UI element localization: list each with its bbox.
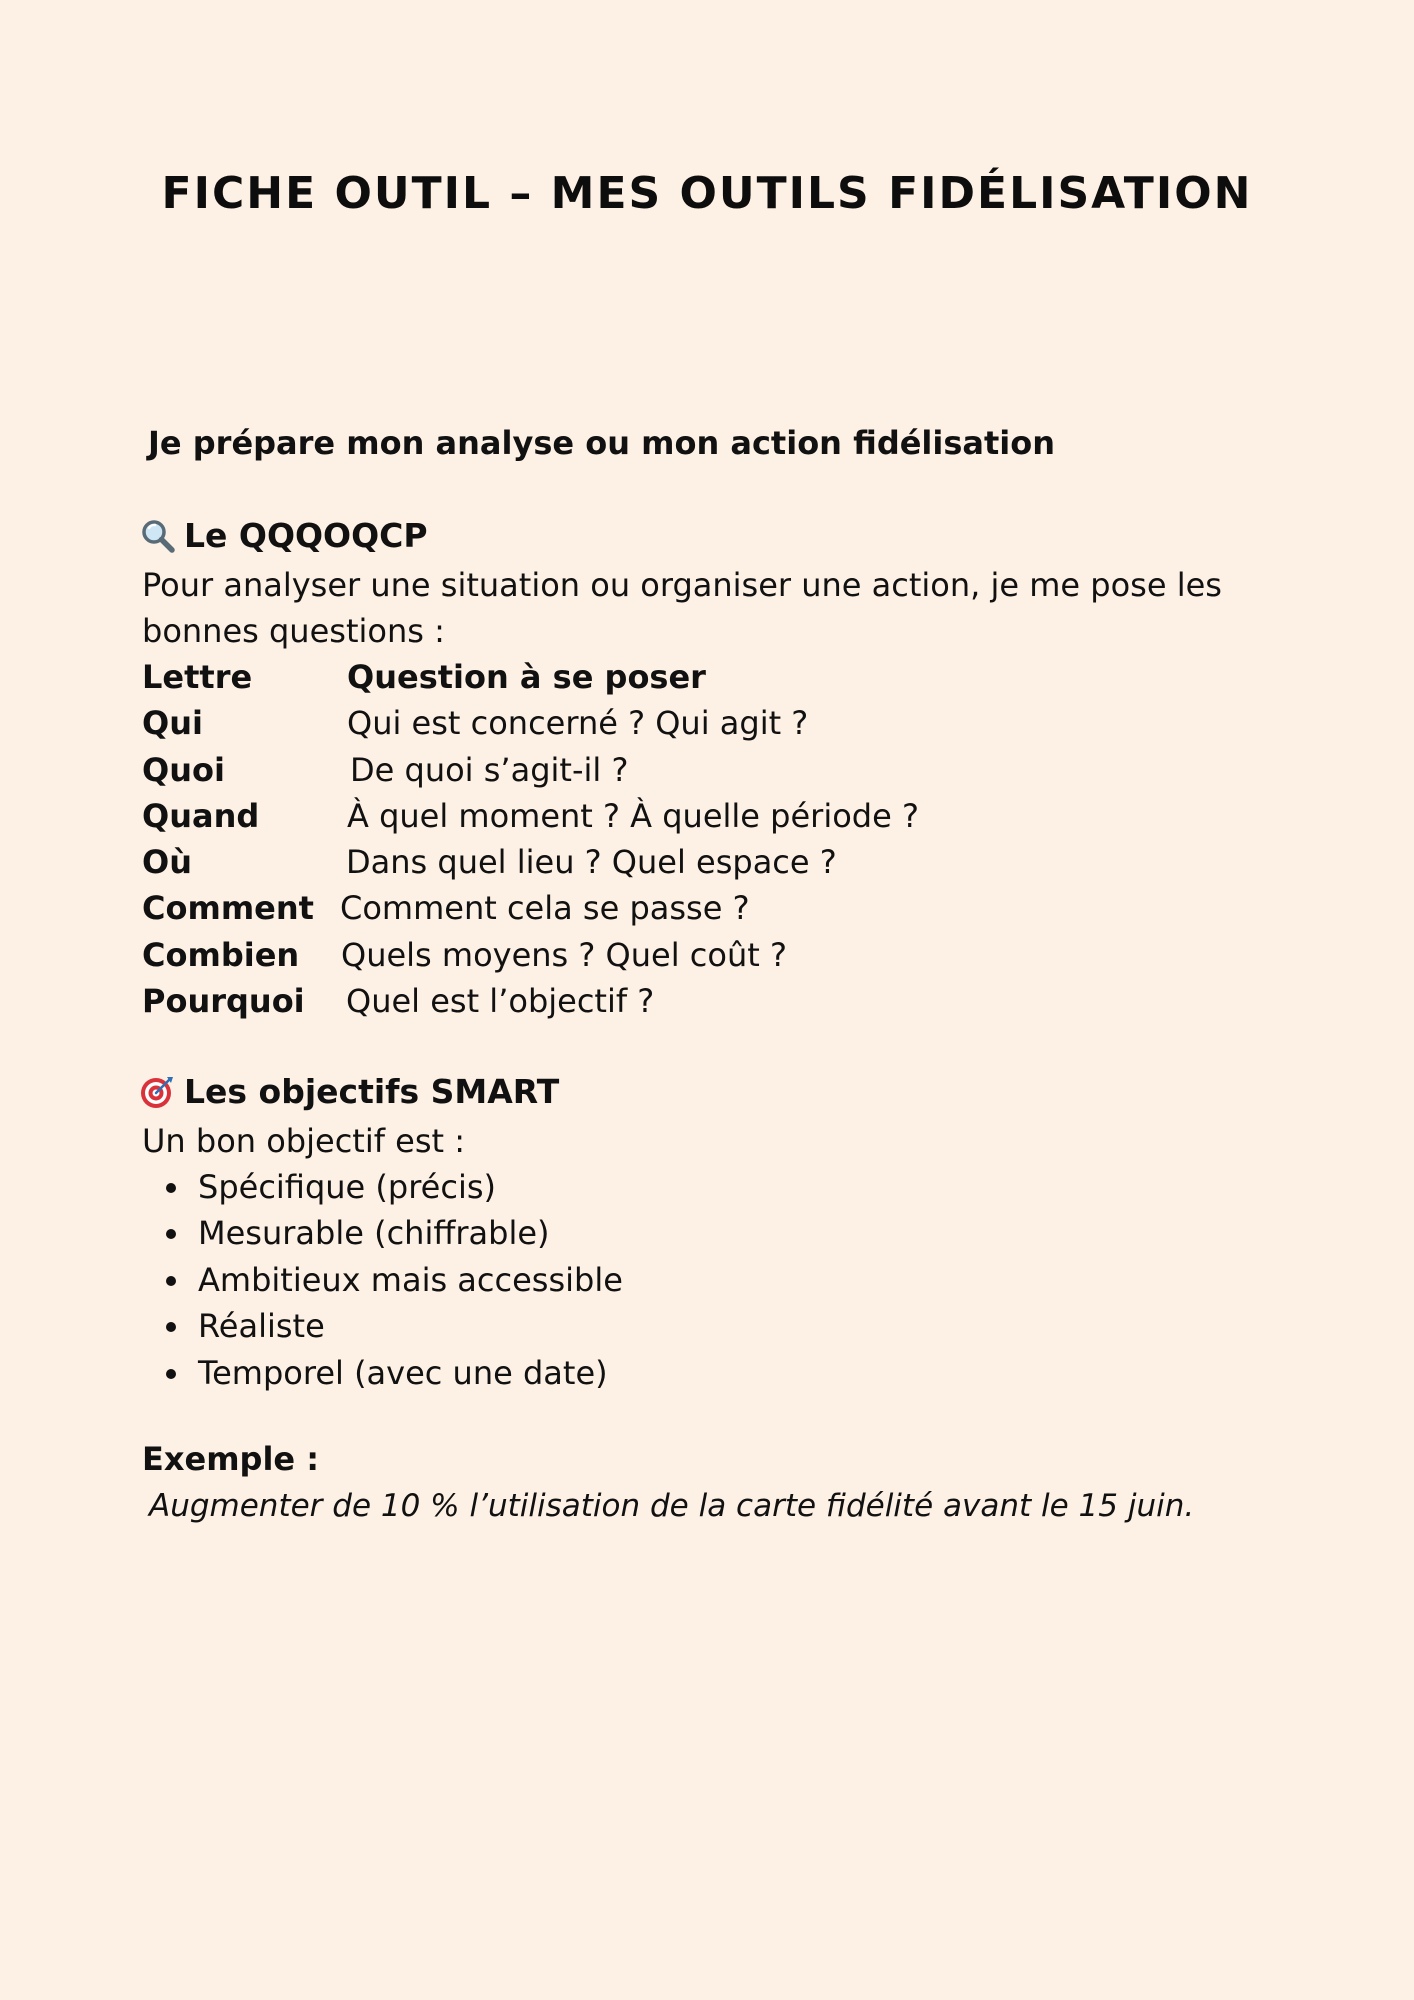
subtitle: Je prépare mon analyse ou mon action fidélisation: [148, 424, 1056, 462]
qqoqcp-table: [142, 654, 1142, 1024]
bullet-icon: [166, 1322, 176, 1332]
list-item-text: Réaliste: [198, 1307, 325, 1346]
list-item-text: Mesurable (chiffrable): [198, 1214, 550, 1253]
qqoqcp-intro: Pour analyser une situation ou organiser une action, je me pose les bonnes questions :: [142, 566, 1222, 650]
row-letter: Pourquoi: [142, 982, 305, 1021]
row-question: À quel moment ? À quelle période ?: [347, 796, 919, 835]
table-row: [142, 932, 1142, 978]
list-item-text: Temporel (avec une date): [198, 1353, 608, 1392]
bullet-icon: [166, 1276, 176, 1286]
table-row: [142, 839, 1142, 885]
page-title: FICHE OUTIL – MES OUTILS FIDÉLISATION: [161, 168, 1253, 219]
row-question: Quel est l’objectif ?: [346, 982, 655, 1021]
target-icon: [140, 1074, 176, 1110]
row-letter: Comment: [142, 889, 314, 928]
list-item: [142, 1210, 623, 1256]
list-item: [142, 1303, 623, 1349]
row-question: Comment cela se passe ?: [340, 889, 750, 928]
list-item: [142, 1350, 623, 1396]
row-letter: Combien: [142, 935, 300, 974]
qqoqcp-title-text: Le QQQOQCP: [184, 516, 428, 555]
row-letter: Qui: [142, 704, 203, 743]
table-row: [142, 747, 1142, 793]
smart-title-text: Les objectifs SMART: [184, 1072, 560, 1111]
table-row: [142, 978, 1142, 1024]
qqoqcp-table-header: [142, 654, 1142, 700]
example-text: Augmenter de 10 % l’utilisation de la carte fidélité avant le 15 juin.: [149, 1488, 1195, 1524]
magnifier-icon: [140, 518, 176, 554]
smart-list: [142, 1164, 623, 1396]
bullet-icon: [166, 1183, 176, 1193]
row-question: Qui est concerné ? Qui agit ?: [347, 704, 809, 743]
smart-section-title: [140, 1072, 559, 1111]
smart-intro: Un bon objectif est :: [142, 1122, 466, 1160]
row-letter: Quoi: [142, 750, 225, 789]
row-question: Dans quel lieu ? Quel espace ?: [346, 843, 837, 882]
list-item: [142, 1257, 623, 1303]
row-question: Quels moyens ? Quel coût ?: [341, 935, 787, 974]
header-question: Question à se poser: [347, 658, 706, 696]
bullet-icon: [166, 1369, 176, 1379]
table-row: [142, 700, 1142, 746]
list-item-text: Ambitieux mais accessible: [198, 1260, 623, 1299]
row-letter: Où: [142, 843, 192, 882]
list-item-text: Spécifique (précis): [198, 1168, 496, 1206]
bullet-icon: [166, 1229, 176, 1239]
table-row: [142, 793, 1142, 839]
example-label: Exemple :: [142, 1440, 320, 1478]
list-item: [142, 1164, 623, 1210]
row-letter: Quand: [142, 796, 260, 835]
row-question: De quoi s’agit-il ?: [350, 750, 629, 789]
header-letter: Lettre: [142, 658, 253, 696]
table-row: [142, 885, 1142, 931]
qqoqcp-section-title: [140, 516, 428, 555]
